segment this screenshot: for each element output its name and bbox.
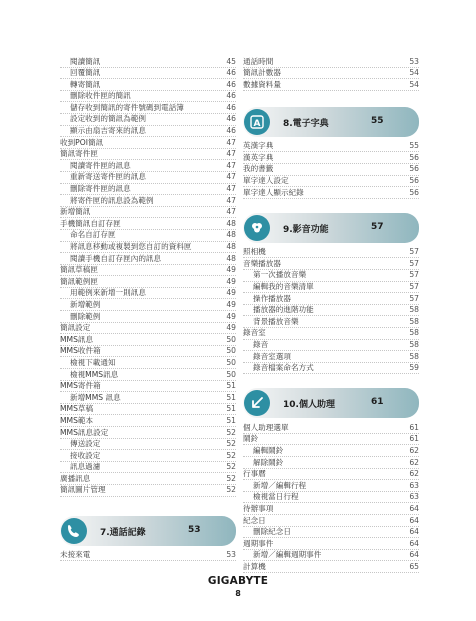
toc-entry-page: 46 bbox=[226, 126, 236, 136]
toc-entry[interactable] bbox=[243, 340, 419, 352]
toc-entry-page: 58 bbox=[409, 316, 419, 326]
toc-entry-page: 48 bbox=[226, 218, 236, 228]
toc-entry-page: 46 bbox=[226, 79, 236, 89]
toc-entry-title: 解除鬧鈴 bbox=[253, 457, 284, 467]
toc-entry[interactable] bbox=[60, 218, 236, 230]
toc-entry-title: 編輯我的音樂清單 bbox=[253, 282, 314, 292]
toc-entry-title: 計算機 bbox=[243, 561, 266, 571]
toc-entry-title: 閱讀簡訊 bbox=[70, 56, 101, 66]
toc-entry[interactable] bbox=[60, 253, 236, 265]
toc-entry[interactable] bbox=[60, 207, 236, 219]
toc-entry[interactable] bbox=[243, 247, 419, 259]
toc-entry-page: 48 bbox=[226, 230, 236, 240]
toc-entry[interactable] bbox=[60, 415, 236, 427]
toc-entry-page: 52 bbox=[226, 462, 236, 472]
toc-entry-page: 58 bbox=[409, 351, 419, 361]
toc-entry[interactable] bbox=[60, 172, 236, 184]
toc-entry-title: 編輯鬧鈴 bbox=[253, 445, 284, 455]
toc-entry-title: 播放器的進階功能 bbox=[253, 305, 314, 315]
toc-entry-page: 46 bbox=[226, 114, 236, 124]
toc-entry-page: 58 bbox=[409, 305, 419, 315]
toc-entry[interactable] bbox=[60, 334, 236, 346]
toc-entry-page: 50 bbox=[226, 357, 236, 367]
toc-entry-title: 照相機 bbox=[243, 247, 266, 257]
section-page: 57 bbox=[371, 221, 384, 232]
toc-entry-title: 紀念日 bbox=[243, 515, 266, 525]
section-title: 7.通話記錄 bbox=[100, 527, 146, 538]
toc-entry-page: 49 bbox=[226, 323, 236, 333]
toc-entry[interactable] bbox=[60, 346, 236, 358]
toc-entry-page: 51 bbox=[226, 381, 236, 391]
toc-entry[interactable] bbox=[60, 160, 236, 172]
toc-entry-page: 57 bbox=[409, 282, 419, 292]
toc-entry[interactable] bbox=[243, 152, 419, 164]
toc-entry-title: 個人助理選單 bbox=[243, 422, 289, 432]
toc-entry[interactable] bbox=[60, 299, 236, 311]
toc-entry[interactable] bbox=[60, 91, 236, 103]
toc-entry-page: 54 bbox=[409, 68, 419, 78]
toc-entry-page: 47 bbox=[226, 149, 236, 159]
toc-entry-page: 57 bbox=[409, 247, 419, 257]
toc-left-entries-bottom bbox=[60, 550, 236, 562]
toc-entry[interactable] bbox=[60, 102, 236, 114]
toc-entry[interactable] bbox=[243, 351, 419, 363]
toc-entry-page: 64 bbox=[409, 515, 419, 525]
toc-entry[interactable] bbox=[60, 265, 236, 277]
toc-entry[interactable] bbox=[60, 56, 236, 68]
toc-entry-page: 56 bbox=[409, 152, 419, 162]
toc-entry[interactable] bbox=[60, 439, 236, 451]
toc-entry-page: 64 bbox=[409, 550, 419, 560]
toc-entry-title: 收到POI簡訊 bbox=[60, 137, 104, 147]
toc-entry[interactable] bbox=[60, 357, 236, 369]
toc-entry-page: 47 bbox=[226, 184, 236, 194]
toc-entry[interactable] bbox=[243, 282, 419, 294]
toc-entry-title: 簡訊計數器 bbox=[243, 68, 281, 78]
toc-entry-title: 第一次播放音樂 bbox=[253, 270, 307, 280]
toc-entry-title: 檢視當日行程 bbox=[253, 492, 299, 502]
toc-entry-page: 57 bbox=[409, 258, 419, 268]
toc-entry-page: 51 bbox=[226, 415, 236, 425]
toc-entry-page: 47 bbox=[226, 137, 236, 147]
toc-entry[interactable] bbox=[243, 538, 419, 550]
section-title: 9.影音功能 bbox=[283, 224, 329, 235]
toc-entry-page: 48 bbox=[226, 253, 236, 263]
toc-entry-title: MMS訊息 bbox=[60, 334, 94, 344]
toc-entry-title: 刪除收件匣的簡訊 bbox=[70, 91, 131, 101]
toc-entry-page: 62 bbox=[409, 469, 419, 479]
toc-section-9-entries bbox=[243, 247, 419, 375]
toc-entry-page: 52 bbox=[226, 485, 236, 495]
toc-entry-title: 鬧鈴 bbox=[243, 434, 259, 444]
toc-entry-page: 47 bbox=[226, 172, 236, 182]
toc-entry[interactable] bbox=[60, 392, 236, 404]
toc-entry-page: 49 bbox=[226, 299, 236, 309]
toc-entry[interactable] bbox=[243, 561, 419, 573]
toc-entry-title: 新增範例 bbox=[70, 299, 101, 309]
toc-entry-title: MMS草稿 bbox=[60, 404, 94, 414]
toc-entry[interactable] bbox=[243, 258, 419, 270]
toc-entry[interactable] bbox=[60, 288, 236, 300]
toc-entry-title: 行事曆 bbox=[243, 469, 266, 479]
camera-flower-icon bbox=[244, 215, 270, 241]
toc-entry-page: 47 bbox=[226, 160, 236, 170]
toc-entry-page: 57 bbox=[409, 270, 419, 280]
toc-entry-page: 64 bbox=[409, 503, 419, 513]
assistant-arrow-icon bbox=[244, 390, 270, 416]
toc-entry[interactable] bbox=[243, 56, 419, 68]
toc-entry-title: 背景播放音樂 bbox=[253, 316, 299, 326]
toc-entry-title: 將訊息移動或複製到您自訂的資料匣 bbox=[70, 242, 192, 251]
section-9-banner[interactable] bbox=[243, 213, 419, 243]
toc-entry[interactable] bbox=[243, 305, 419, 317]
toc-entry-title: 刪除寄件匣的訊息 bbox=[70, 184, 131, 194]
toc-entry[interactable] bbox=[60, 450, 236, 462]
toc-entry-page: 55 bbox=[409, 141, 419, 151]
toc-entry-page: 63 bbox=[409, 480, 419, 490]
toc-entry[interactable] bbox=[243, 503, 419, 515]
toc-entry[interactable] bbox=[60, 230, 236, 242]
toc-entry[interactable] bbox=[60, 550, 236, 562]
toc-entry-title: 錄音檔案命名方式 bbox=[253, 363, 314, 373]
toc-entry[interactable] bbox=[243, 550, 419, 562]
toc-entry[interactable] bbox=[243, 293, 419, 305]
toc-entry-title: 傳送設定 bbox=[70, 439, 101, 449]
toc-entry[interactable] bbox=[60, 68, 236, 80]
toc-entry-title: 新增簡訊 bbox=[60, 207, 91, 217]
toc-entry-title: 訊息過濾 bbox=[70, 462, 101, 472]
brand-logo: GIGABYTE bbox=[207, 575, 269, 587]
toc-section-10-entries bbox=[243, 422, 419, 573]
section-8-banner[interactable] bbox=[243, 107, 419, 137]
toc-entry-title: 簡訊設定 bbox=[60, 323, 91, 333]
toc-entry-page: 63 bbox=[409, 492, 419, 502]
toc-entry-title: 音樂播放器 bbox=[243, 258, 281, 268]
toc-entry-title: 英漢字典 bbox=[243, 141, 274, 151]
toc-entry-page: 46 bbox=[226, 68, 236, 78]
toc-entry-title: 接收設定 bbox=[70, 450, 101, 460]
toc-entry-title: 單字達人顯示紀錄 bbox=[243, 187, 304, 197]
toc-entry-page: 52 bbox=[226, 439, 236, 449]
toc-entry-page: 51 bbox=[226, 404, 236, 414]
toc-entry-title: 錄音 bbox=[253, 340, 269, 349]
toc-entry-page: 61 bbox=[409, 434, 419, 444]
toc-entry-page: 53 bbox=[226, 550, 236, 560]
toc-entry[interactable] bbox=[60, 311, 236, 323]
toc-entry-title: MMS寄件箱 bbox=[60, 381, 101, 391]
toc-entry-page: 54 bbox=[409, 79, 419, 89]
toc-entry-title: MMS範本 bbox=[60, 415, 94, 425]
toc-left-column bbox=[60, 56, 236, 561]
toc-entry-page: 52 bbox=[226, 427, 236, 437]
toc-entry[interactable] bbox=[60, 462, 236, 474]
toc-entry[interactable] bbox=[60, 473, 236, 485]
toc-entry-page: 64 bbox=[409, 538, 419, 548]
toc-entry-title: MMS收件箱 bbox=[60, 346, 101, 356]
toc-entry-title: 簡訊圖片管理 bbox=[60, 485, 106, 495]
section-page: 61 bbox=[371, 397, 384, 408]
toc-entry[interactable] bbox=[243, 422, 419, 434]
toc-entry-page: 51 bbox=[226, 392, 236, 402]
toc-entry[interactable] bbox=[60, 369, 236, 381]
toc-entry[interactable] bbox=[243, 270, 419, 282]
toc-entry-page: 62 bbox=[409, 445, 419, 455]
toc-entry-title: 刪除紀念日 bbox=[253, 527, 291, 537]
toc-entry[interactable] bbox=[243, 515, 419, 527]
toc-entry-title: 重新寄送寄件匣的訊息 bbox=[70, 172, 146, 182]
toc-entry-title: 新增／編輯週期事件 bbox=[253, 550, 322, 560]
toc-entry[interactable] bbox=[243, 469, 419, 481]
toc-entry[interactable] bbox=[243, 434, 419, 446]
toc-entry[interactable] bbox=[243, 164, 419, 176]
toc-entry-page: 62 bbox=[409, 457, 419, 467]
toc-entry-title: 新增／編輯行程 bbox=[253, 480, 307, 490]
toc-entry[interactable] bbox=[60, 242, 236, 254]
toc-entry-title: 操作播放器 bbox=[253, 293, 291, 303]
toc-entry-page: 52 bbox=[226, 450, 236, 460]
toc-entry-page: 65 bbox=[409, 561, 419, 571]
toc-entry[interactable] bbox=[60, 114, 236, 126]
toc-entry-title: 閱讀寄件匣的訊息 bbox=[70, 160, 131, 170]
section-7-banner[interactable] bbox=[60, 516, 236, 546]
toc-entry-page: 48 bbox=[226, 242, 236, 251]
toc-entry-title: 設定收到的簡訊為範例 bbox=[70, 114, 146, 124]
toc-entry-title: 簡訊草稿匣 bbox=[60, 265, 98, 275]
toc-entry-page: 64 bbox=[409, 527, 419, 537]
section-title: 10.個人助理 bbox=[283, 400, 335, 411]
toc-entry-page: 57 bbox=[409, 293, 419, 303]
toc-entry[interactable] bbox=[60, 381, 236, 393]
toc-entry[interactable] bbox=[243, 492, 419, 504]
toc-entry-title: 顯示由扇吉寄來的訊息 bbox=[70, 126, 146, 136]
toc-entry[interactable] bbox=[243, 316, 419, 328]
toc-entry[interactable] bbox=[60, 79, 236, 91]
toc-entry-title: 待辦事項 bbox=[243, 503, 274, 513]
toc-entry-page: 56 bbox=[409, 187, 419, 197]
toc-entry-title: 檢視下載通知 bbox=[70, 357, 116, 367]
toc-entry[interactable] bbox=[60, 276, 236, 288]
toc-entry-title: 錄音室 bbox=[243, 328, 266, 338]
toc-entry[interactable] bbox=[60, 184, 236, 196]
toc-entry[interactable] bbox=[243, 527, 419, 539]
toc-entry-title: 我的書籤 bbox=[243, 164, 274, 174]
toc-entry-title: 數據資料量 bbox=[243, 79, 281, 89]
svg-text:A: A bbox=[253, 118, 261, 129]
toc-entry-page: 46 bbox=[226, 91, 236, 101]
toc-entry-page: 46 bbox=[226, 102, 236, 112]
phone-call-log-icon bbox=[61, 518, 87, 544]
toc-right-entries-top bbox=[243, 56, 419, 91]
toc-entry[interactable] bbox=[243, 328, 419, 340]
toc-entry[interactable] bbox=[60, 323, 236, 335]
toc-entry-page: 49 bbox=[226, 265, 236, 275]
toc-entry-page: 56 bbox=[409, 176, 419, 186]
toc-entry-title: 手機簡訊自訂存匣 bbox=[60, 218, 121, 228]
toc-section-8-entries bbox=[243, 141, 419, 199]
toc-entry-page: 58 bbox=[409, 328, 419, 338]
toc-entry-page: 59 bbox=[409, 363, 419, 373]
toc-entry-page: 53 bbox=[409, 56, 419, 66]
toc-entry-title: 未接來電 bbox=[60, 550, 91, 560]
toc-entry-page: 50 bbox=[226, 334, 236, 344]
section-page: 55 bbox=[371, 115, 384, 126]
toc-entry[interactable] bbox=[60, 195, 236, 207]
toc-entry-title: 閱讀手機自訂存匣內的訊息 bbox=[70, 253, 162, 263]
toc-entry-page: 49 bbox=[226, 311, 236, 321]
dictionary-a-icon bbox=[244, 109, 270, 135]
toc-entry[interactable] bbox=[243, 187, 419, 199]
toc-entry[interactable] bbox=[60, 137, 236, 149]
section-10-banner[interactable] bbox=[243, 388, 419, 418]
toc-entry-title: 簡訊寄件匣 bbox=[60, 149, 98, 159]
toc-right-column bbox=[243, 56, 419, 573]
toc-entry[interactable] bbox=[60, 404, 236, 416]
toc-entry-page: 49 bbox=[226, 276, 236, 286]
toc-entry-title: 廣播訊息 bbox=[60, 473, 91, 483]
toc-entry-page: 50 bbox=[226, 369, 236, 379]
toc-entry[interactable] bbox=[243, 176, 419, 188]
toc-entry-title: 將寄件匣的訊息設為範例 bbox=[70, 195, 154, 205]
toc-entry-title: 轉寄簡訊 bbox=[70, 79, 101, 89]
toc-entry-title: 檢視MMS訊息 bbox=[70, 369, 119, 379]
toc-entry[interactable] bbox=[243, 457, 419, 469]
toc-entry-title: 錄音室選項 bbox=[253, 351, 291, 361]
toc-entry[interactable] bbox=[243, 68, 419, 80]
toc-entry-title: 單字達人設定 bbox=[243, 176, 289, 186]
toc-entry[interactable] bbox=[243, 141, 419, 153]
toc-entry-page: 52 bbox=[226, 473, 236, 483]
toc-entry-title: 新增MMS 訊息 bbox=[70, 392, 121, 402]
toc-left-entries bbox=[60, 56, 236, 497]
toc-entry[interactable] bbox=[243, 363, 419, 375]
toc-entry-title: 回覆簡訊 bbox=[70, 68, 101, 78]
toc-entry-title: 週期事件 bbox=[243, 538, 274, 548]
toc-entry[interactable] bbox=[243, 445, 419, 457]
toc-entry-title: MMS訊息設定 bbox=[60, 427, 109, 437]
toc-entry[interactable] bbox=[60, 126, 236, 138]
toc-entry-page: 56 bbox=[409, 164, 419, 174]
toc-entry[interactable] bbox=[60, 485, 236, 497]
toc-entry-title: 漢英字典 bbox=[243, 152, 274, 162]
section-page: 53 bbox=[188, 524, 201, 535]
toc-entry-title: 簡訊範例匣 bbox=[60, 276, 98, 286]
toc-entry-page: 49 bbox=[226, 288, 236, 298]
toc-entry-page: 47 bbox=[226, 207, 236, 217]
toc-entry[interactable] bbox=[60, 149, 236, 161]
toc-entry-title: 命名自訂存匣 bbox=[70, 230, 116, 240]
page-number: 8 bbox=[235, 589, 241, 598]
toc-entry-title: 用範例來新增一則訊息 bbox=[70, 288, 146, 298]
toc-entry[interactable] bbox=[243, 79, 419, 91]
section-title: 8.電子字典 bbox=[283, 118, 329, 129]
toc-entry-title: 刪除範例 bbox=[70, 311, 101, 321]
toc-entry[interactable] bbox=[60, 427, 236, 439]
toc-entry-page: 61 bbox=[409, 422, 419, 432]
toc-entry-page: 50 bbox=[226, 346, 236, 356]
toc-entry[interactable] bbox=[243, 480, 419, 492]
toc-entry-title: 儲存收到簡訊的寄件號碼到電話簿 bbox=[70, 102, 184, 112]
toc-entry-page: 45 bbox=[226, 56, 236, 66]
toc-entry-page: 47 bbox=[226, 195, 236, 205]
toc-entry-page: 58 bbox=[409, 340, 419, 349]
toc-entry-title: 通話時間 bbox=[243, 56, 274, 66]
